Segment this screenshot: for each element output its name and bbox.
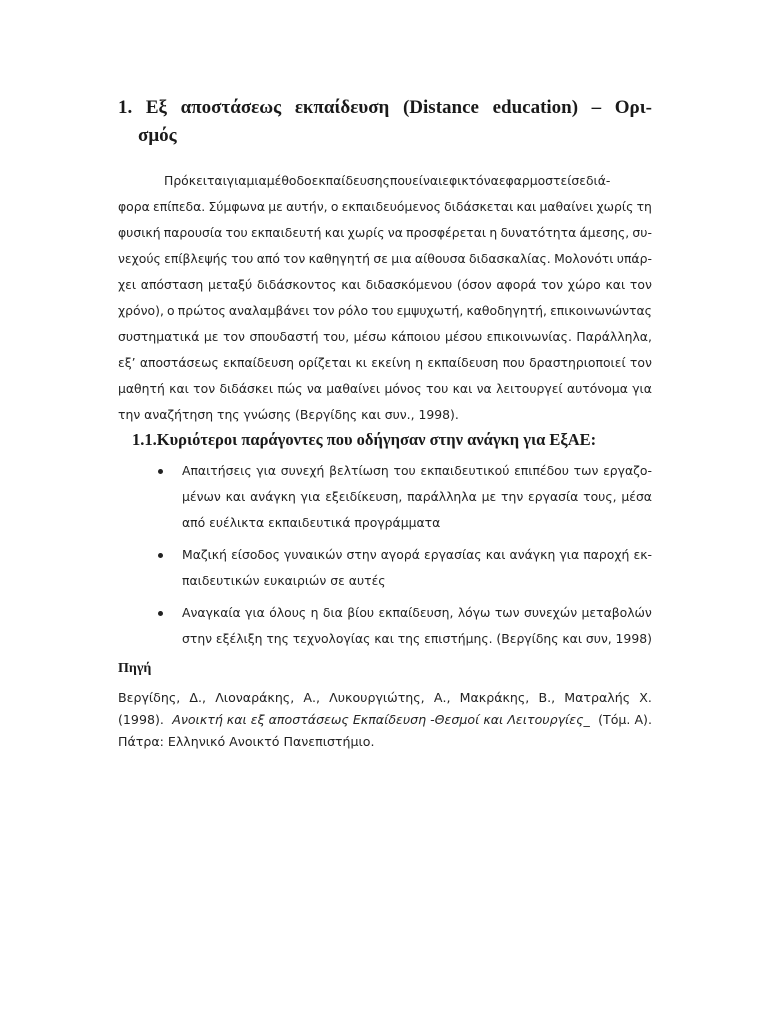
bullet-line: από ευέλικτα εκπαιδευτικά προγράμματα (182, 515, 441, 530)
word: δυνατότητα (500, 225, 577, 240)
word: λόγω (457, 605, 491, 620)
word: να (476, 381, 492, 396)
word: τον (541, 277, 564, 292)
word: να (387, 225, 403, 240)
word: Μαζική (182, 547, 227, 562)
section-heading (118, 94, 652, 150)
word: εξέλιξη (215, 631, 263, 646)
word: μια (246, 173, 267, 188)
bullet-icon (158, 553, 163, 558)
word: την (501, 489, 524, 504)
word: γυναικών (284, 547, 343, 562)
word: Χ. (639, 690, 652, 705)
word: παράλληλα (407, 489, 477, 504)
word: μεταξύ (207, 277, 253, 292)
word: μαθαίνει (539, 199, 594, 214)
paragraph-line-text (164, 168, 610, 194)
word: κάποιου (390, 329, 441, 344)
word: εκπαιδευτικού (420, 463, 510, 478)
word: στην (346, 547, 377, 562)
word: επίπεδα. (153, 199, 206, 214)
word: ρόλο (337, 303, 369, 318)
word: εκπαιδευτή (250, 225, 322, 240)
word: για (632, 381, 652, 396)
word: τεχνολογίας (292, 631, 371, 646)
word: αυτήν, (286, 199, 328, 214)
reference-title: Ανοικτή και εξ αποστάσεως Εκπαίδευση -Θεσμοί και Λειτουργίες_ (172, 712, 590, 727)
word: και (341, 277, 361, 292)
word: να (306, 381, 322, 396)
heading-word: αποστάσεως (180, 97, 282, 118)
word: σε (571, 173, 586, 188)
word: εργασίας (424, 547, 482, 562)
word: απόσταση (140, 277, 204, 292)
word: Δ., (189, 690, 207, 705)
paragraph-line (118, 272, 652, 298)
word: τον (283, 251, 306, 266)
word: συστηματικά (118, 329, 200, 344)
word: μαθητή (118, 381, 165, 396)
bullet-icon (158, 469, 163, 474)
word: Μακράκης, (459, 690, 530, 705)
word: (όσον (456, 277, 492, 292)
bullet-line (182, 626, 652, 652)
word: του, (322, 329, 350, 344)
word: για (300, 489, 321, 504)
word: διά- (585, 173, 611, 188)
paragraph-line (118, 194, 652, 220)
heading-word: (Distance (402, 97, 479, 118)
word: εκείνη (371, 355, 411, 370)
word: και (225, 489, 246, 504)
word: συ- (632, 225, 652, 240)
word: του (231, 251, 254, 266)
body-paragraph (118, 168, 652, 428)
word: μέσα (621, 489, 652, 504)
paragraph-line (118, 376, 652, 402)
heading-word: – (591, 97, 602, 118)
word: επικοινωνίας. (486, 329, 572, 344)
word: των (573, 463, 599, 478)
word: άμεσης, (579, 225, 630, 240)
word: δραστηριοποιεί (529, 355, 626, 370)
word: διδασκόμενου (365, 277, 453, 292)
word: και (452, 381, 473, 396)
word: ορίζεται (298, 355, 352, 370)
word: είσοδος (231, 547, 280, 562)
word: Α., (303, 690, 320, 705)
word: αναλαμβάνει (228, 303, 310, 318)
word: για (245, 605, 265, 620)
word: που (389, 173, 413, 188)
word: καθηγητή (308, 251, 371, 266)
word: Αναγκαία (182, 605, 241, 620)
heading-word: education) (492, 97, 579, 118)
word: και (605, 277, 626, 292)
word: καθοδηγητή, (466, 303, 547, 318)
paragraph-line (118, 324, 652, 350)
bullet-line (182, 600, 652, 626)
reference-volume: (Τόμ. Α). (598, 712, 652, 727)
word: επιστήμης. (424, 631, 493, 646)
word: πώς (277, 381, 303, 396)
bullet-text (182, 600, 652, 652)
word: μέσω (353, 329, 387, 344)
subsection-heading: 1.1.Κυριότεροι παράγοντες που οδήγησαν στην ανάγκη για ΕξΑΕ: (132, 430, 597, 449)
word: και (374, 631, 394, 646)
bullet-line: παιδευτικών ευκαιριών σε αυτές (182, 573, 386, 588)
word: 1998) (615, 631, 652, 646)
bullet-line (182, 458, 652, 484)
word: σε (373, 251, 388, 266)
word: και (324, 225, 345, 240)
bullet-text (182, 542, 652, 594)
word: βίου (347, 605, 375, 620)
word: Βεργίδης, (118, 690, 181, 705)
word: (Βεργίδης (496, 631, 559, 646)
word: μια (391, 251, 412, 266)
word: επικοινωνώντας (550, 303, 652, 318)
word: και (562, 631, 583, 646)
bullet-line (182, 484, 652, 510)
reference-line (118, 709, 652, 731)
word: τον (223, 329, 245, 344)
word: του (371, 303, 394, 318)
paragraph-line: την αναζήτηση της γνώσης (Βεργίδης και συν., 1998). (118, 407, 459, 422)
word: προσφέρεται (406, 225, 487, 240)
word: αγορά (380, 547, 420, 562)
word: ανάγκη (509, 547, 556, 562)
word: Ματραλής (564, 690, 631, 705)
paragraph-line (118, 298, 652, 324)
word: για (256, 463, 277, 478)
word: φυσική (118, 225, 161, 240)
word: χωρίς (347, 225, 385, 240)
word: για (226, 173, 247, 188)
paragraph-line (118, 168, 652, 194)
word: μεταβολών (581, 605, 652, 620)
word: εξειδίκευση, (325, 489, 403, 504)
word: για (559, 547, 580, 562)
word: εκπαίδευση, (378, 605, 454, 620)
word: μαθαίνει (326, 381, 381, 396)
word: Μολονότι (554, 251, 614, 266)
word: μέθοδο (266, 173, 312, 188)
word: να (483, 173, 499, 188)
heading-word: Εξ (145, 97, 168, 118)
section-heading-line-1 (118, 94, 652, 122)
word: συν, (585, 631, 612, 646)
word: διδάσκει (219, 381, 274, 396)
section-number: 1. (118, 97, 133, 118)
word: εκ- (633, 547, 652, 562)
word: πρώτος (177, 303, 226, 318)
word: η (489, 225, 498, 240)
word: του (393, 463, 416, 478)
word: Πρόκειται (164, 173, 227, 188)
word: βελτίωση (329, 463, 389, 478)
word: τους, (583, 489, 617, 504)
word: τον (312, 303, 335, 318)
word: εργασία (528, 489, 579, 504)
word: εφαρμοστεί (498, 173, 572, 188)
word: εκπαίδευση (223, 355, 294, 370)
word: αφορά (496, 277, 537, 292)
paragraph-line (118, 220, 652, 246)
word: μέσου (444, 329, 483, 344)
word: από (256, 251, 280, 266)
word: Λυκουργιώτης, (329, 690, 425, 705)
word: χωρίς (596, 199, 634, 214)
word: και (516, 199, 537, 214)
word: επίβλεψής (164, 251, 228, 266)
word: κι (355, 355, 367, 370)
word: στην (182, 631, 213, 646)
word: με (203, 329, 219, 344)
word: Λιοναράκης, (215, 690, 295, 705)
word: συνεχών (524, 605, 578, 620)
word: Α., (433, 690, 451, 705)
word: παρουσία (163, 225, 223, 240)
word: νεχούς (118, 251, 161, 266)
word: ο (167, 303, 175, 318)
section-heading-line-2: σμός (138, 125, 177, 146)
word: της (266, 631, 289, 646)
word: των (494, 605, 520, 620)
word: η (310, 605, 319, 620)
word: εκπαίδευση (427, 355, 499, 370)
word: διδασκαλίας. (468, 251, 551, 266)
word: εκπαίδευσης (311, 173, 390, 188)
word: τη (636, 199, 652, 214)
bullet-line (182, 542, 652, 568)
word: και (485, 547, 506, 562)
word: χει (118, 277, 137, 292)
word: διδάσκοντος (256, 277, 337, 292)
word: και (169, 381, 189, 396)
reference-entry (118, 687, 652, 753)
word: μόνος (384, 381, 422, 396)
word: του (426, 381, 449, 396)
word: σπουδαστή (249, 329, 319, 344)
word: εμψυχωτή, (396, 303, 464, 318)
word: επιπέδου (514, 463, 569, 478)
word: μένων (182, 489, 221, 504)
word: χώρο (567, 277, 601, 292)
word: αίθουσα (414, 251, 466, 266)
word: εργαζο- (603, 463, 652, 478)
word: παροχή (583, 547, 630, 562)
word: όλους (269, 605, 307, 620)
word: τον (629, 355, 652, 370)
word: δια (322, 605, 343, 620)
heading-word: εκπαίδευση (294, 97, 390, 118)
word: εξ’ (118, 355, 136, 370)
heading-word: Ορι- (614, 97, 652, 118)
word: υπάρ- (616, 251, 652, 266)
source-heading: Πηγή (118, 661, 152, 676)
word: είναι (412, 173, 443, 188)
paragraph-line (118, 246, 652, 272)
word: αποστάσεως (139, 355, 219, 370)
word: τον (629, 277, 652, 292)
word: λειτουργεί (496, 381, 563, 396)
word: Σύμφωνα (208, 199, 265, 214)
word: του (225, 225, 248, 240)
paragraph-line (118, 350, 652, 376)
word: εκπαιδευόμενος (341, 199, 441, 214)
word: φορα (118, 199, 150, 214)
bullet-text (182, 458, 652, 536)
word: ανάγκη (250, 489, 296, 504)
word: με (481, 489, 497, 504)
word: Απαιτήσεις (182, 463, 252, 478)
word: η (415, 355, 424, 370)
word: χρόνο), (118, 303, 164, 318)
bullet-icon (158, 611, 163, 616)
word: διδάσκεται (444, 199, 514, 214)
reference-line (118, 687, 652, 709)
word: που (502, 355, 525, 370)
word: εφικτό (442, 173, 484, 188)
word: με (268, 199, 283, 214)
word: ο (330, 199, 339, 214)
word: της (397, 631, 421, 646)
word: τον (193, 381, 216, 396)
word: Παράλληλα, (576, 329, 652, 344)
reference-year: (1998). (118, 712, 164, 727)
reference-line: Πάτρα: Ελληνικό Ανοικτό Πανεπιστήμιο. (118, 734, 375, 749)
word: Β., (538, 690, 556, 705)
word: συνεχή (280, 463, 325, 478)
word: αυτόνομα (566, 381, 628, 396)
